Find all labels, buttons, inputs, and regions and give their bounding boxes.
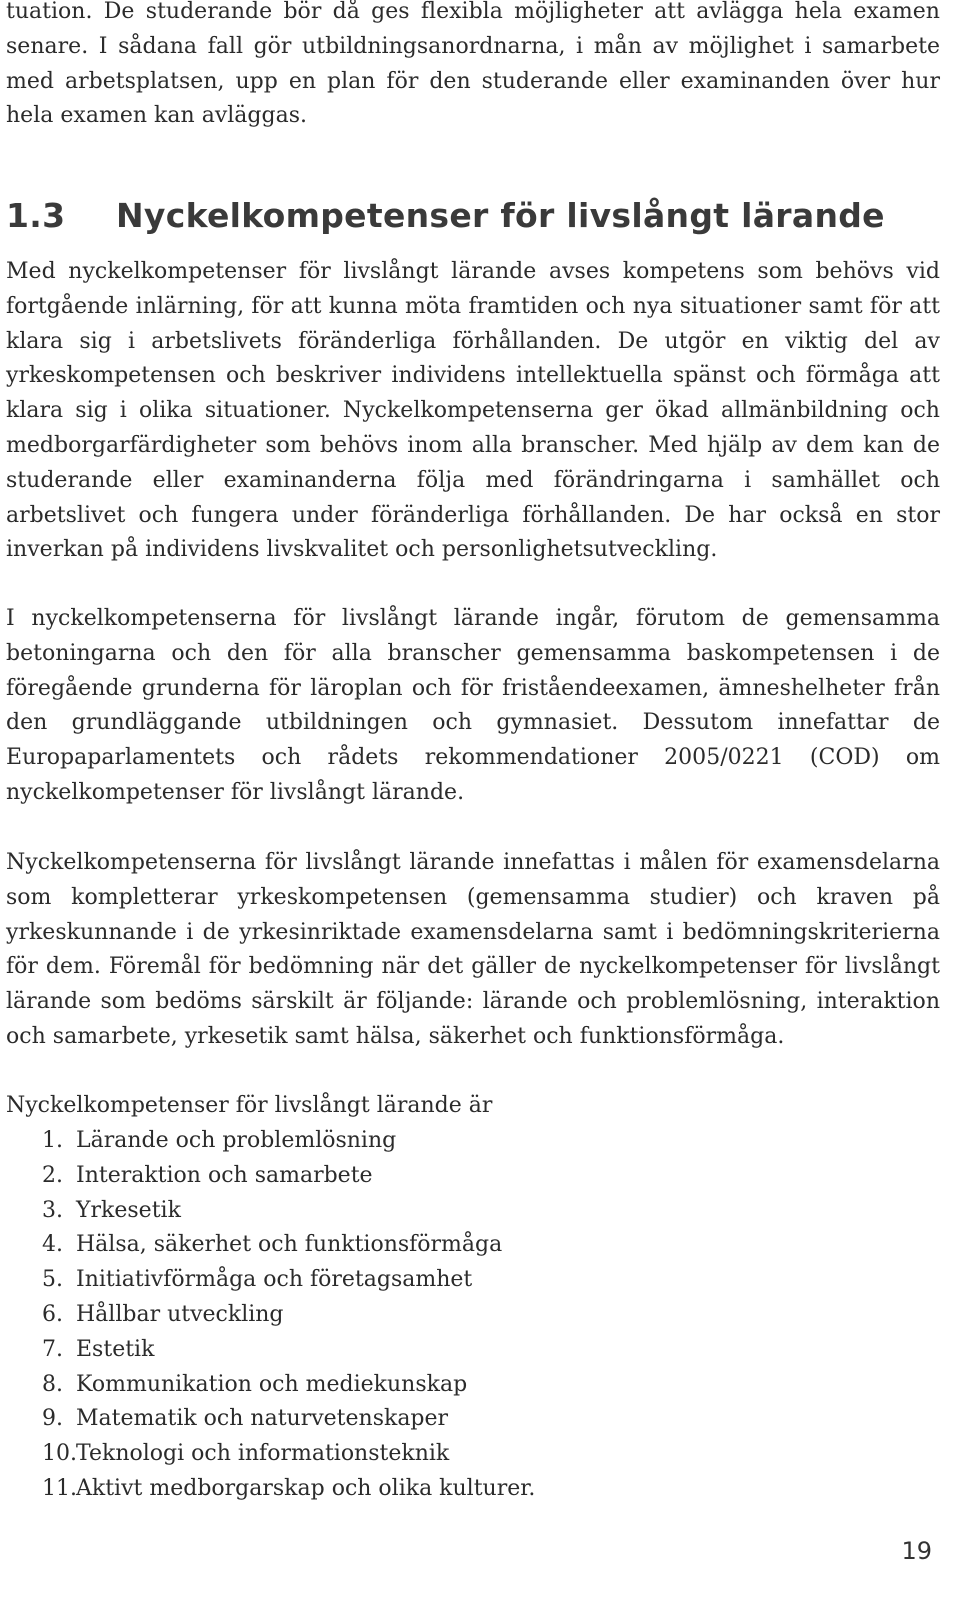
list-item-text: Initiativförmåga och företagsamhet [76, 1267, 473, 1293]
list-item [42, 1228, 535, 1263]
list-item-text: Teknologi och informationsteknik [76, 1441, 450, 1467]
list-item-number: 7. [42, 1336, 63, 1362]
list-item-number: 11. [42, 1475, 77, 1501]
paragraph-assessment: Nyckelkompetenserna för livslångt lärande innefattas i målen för examensdelarna som kompletterar yrkeskompetensen (gemensamma studier) och kraven på yrkeskunnande i de yrkesinriktade examensdelarna samt i bedömningskriterierna för dem. Föremål för bedömning när det gäller de nyckelkompetenser för livslångt lärande som bedöms särskilt är följande: lärande och problemlösning, interaktion och samarbete, yrkesetik samt hälsa, säkerhet och funktionsförmåga. [6, 850, 940, 1049]
list-item-text: Kommunikation och mediekunskap [76, 1371, 468, 1397]
list-item [42, 1194, 535, 1229]
list-item-text: Hållbar utveckling [76, 1301, 284, 1327]
list-item-text: Aktivt medborgarskap och olika kulturer. [76, 1475, 536, 1501]
list-item [42, 1368, 535, 1403]
page-number: 19 [901, 1537, 932, 1565]
list-item-number: 2. [42, 1162, 63, 1188]
list-item-text: Interaktion och samarbete [76, 1162, 373, 1188]
list-item-text: Matematik och naturvetenskaper [76, 1406, 449, 1432]
list-item-number: 10. [42, 1441, 77, 1467]
list-item [42, 1159, 535, 1194]
list-intro: Nyckelkompetenser för livslångt lärande är [6, 1093, 493, 1118]
list-item-text: Lärande och problemlösning [76, 1128, 397, 1153]
key-competences-list [42, 1124, 535, 1507]
paragraph-definition: Med nyckelkompetenser för livslångt lärande avses kompetens som behövs vid fortgående inlärning, för att kunna möta framtiden och nya situationer samt för att klara sig i arbetslivets föränderliga förhållanden. De utgör en viktig del av yrkeskompetensen och beskriver individens intellektuella spänst och förmåga att klara sig i olika situationer. Nyckelkompetenserna ger ökad allmänbildning och medborgarfärdigheter som behövs inom alla branscher. Med hjälp av dem kan de studerande eller examinanderna följa med förändringarna i samhället och arbetslivet och fungera under föränderliga förhållanden. De har också en stor inverkan på individens livskvalitet och personlighetsutveckling. [6, 259, 940, 563]
list-item-text: Estetik [76, 1336, 155, 1362]
list-item [42, 1472, 535, 1507]
list-item [42, 1402, 535, 1437]
list-item [42, 1298, 535, 1333]
section-heading [6, 196, 885, 235]
list-item [42, 1124, 535, 1159]
list-item-text: Hälsa, säkerhet och funktionsförmåga [76, 1232, 503, 1258]
list-item-number: 4. [42, 1232, 63, 1258]
list-item [42, 1263, 535, 1298]
list-item [42, 1437, 535, 1472]
list-item-number: 6. [42, 1301, 63, 1327]
list-item-number: 3. [42, 1197, 63, 1223]
list-item-number: 1. [42, 1128, 63, 1153]
list-item-number: 9. [42, 1406, 63, 1432]
list-item-number: 5. [42, 1267, 63, 1293]
paragraph-contents: I nyckelkompetenserna för livslångt lärande ingår, förutom de gemensamma betoningarna och den för alla branscher gemensamma baskompetensen i de föregående grunderna för läroplan och för friståendeexamen, ämneshelheter från den grundläggande utbildningen och gymnasiet. Dessutom innefattar de Europaparlamentets och rådets rekommendationer 2005/0221 (COD) om nyckelkompetenser för livslångt lärande. [6, 606, 940, 805]
list-item-number: 8. [42, 1371, 63, 1397]
list-item-text: Yrkesetik [76, 1197, 181, 1223]
list-item [42, 1333, 535, 1368]
section-number: 1.3 [6, 196, 66, 235]
intro-paragraph: tuation. De studerande bör då ges flexibla möjligheter att avlägga hela examen senare. I sådana fall gör utbildningsanordnarna, i mån av möjlighet i samarbete med arbetsplatsen, upp en plan för den studerande eller examinanden över hur hela examen kan avläggas. [6, 0, 940, 129]
section-title: Nyckelkompetenser för livslångt lärande [116, 196, 885, 235]
